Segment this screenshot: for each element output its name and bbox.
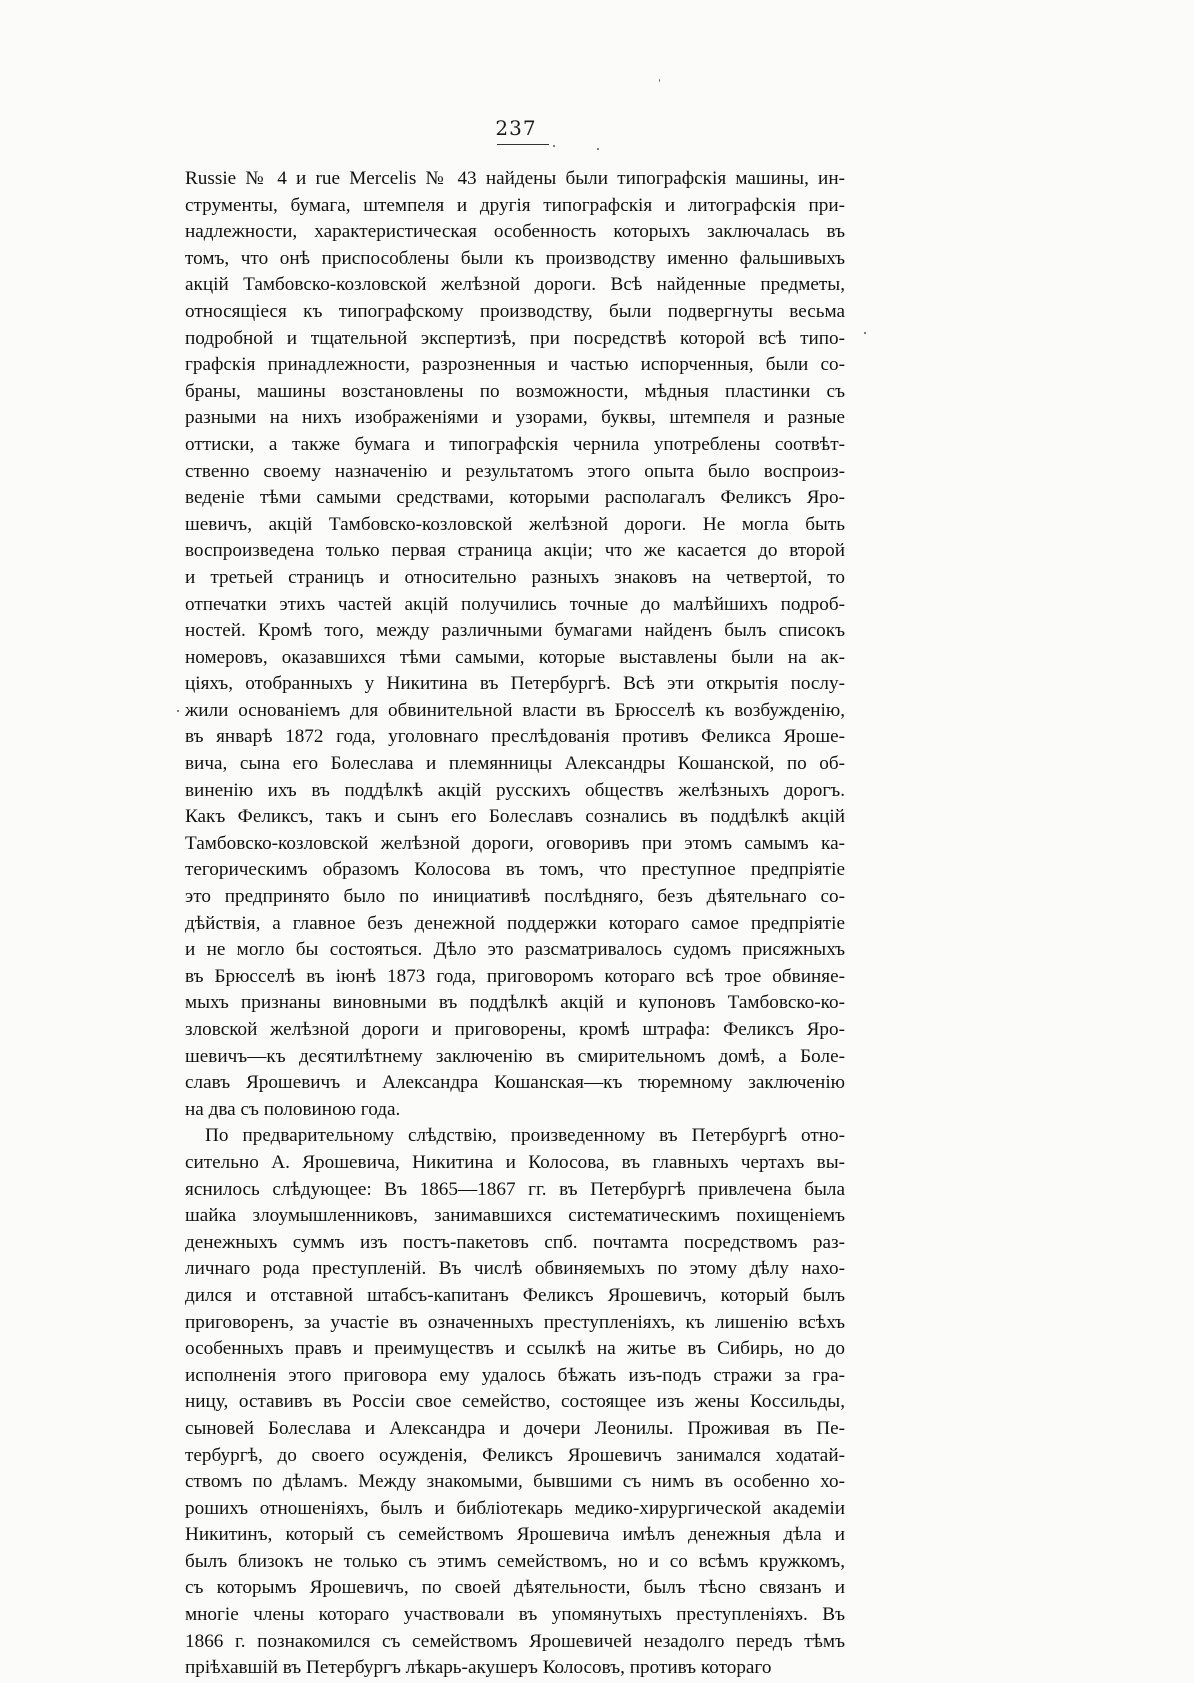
- text-line: ницу, оставивъ въ Россіи свое семейство, состоящее изъ жены Коссильды,: [185, 1391, 845, 1413]
- text-line: въ январѣ 1872 года, уголовнаго преслѣдованія противъ Феликса Ярошe-: [185, 726, 845, 748]
- text-line: сительно А. Ярошевича, Никитина и Колосова, въ главныхъ чертахъ вы-: [185, 1151, 845, 1173]
- text-line: многіе члены котораго участвовали въ упомянутыхъ преступленіяхъ. Въ: [185, 1604, 845, 1626]
- text-line: браны, машины возстановлены по возможности, мѣдныя пластинки съ: [185, 380, 845, 402]
- text-line: шевичъ—къ десятилѣтнему заключенію въ смирительномъ домѣ, а Боле-: [185, 1045, 845, 1067]
- text-line: Никитинъ, который съ семействомъ Ярошевича имѣлъ денежныя дѣла и: [185, 1524, 845, 1546]
- text-line: и не могло бы состояться. Дѣло это разсматривалось судомъ присяжныхъ: [185, 939, 845, 961]
- body-text: [185, 166, 845, 1682]
- text-line: ственно своему назначенію и результатомъ этого опыта было воспроиз-: [185, 460, 845, 482]
- text-line: яснилось слѣдующее: Въ 1865—1867 гг. въ Петербургѣ привлечена была: [185, 1178, 845, 1200]
- text-line: Какъ Феликсъ, такъ и сынъ его Болеславъ сознались въ поддѣлкѣ акцій: [185, 806, 845, 828]
- text-line: и третьей страницъ и относительно разныхъ знаковъ на четвертой, то: [185, 566, 845, 588]
- scan-speck: [177, 710, 179, 712]
- text-line: славъ Ярошевичъ и Александра Кошанская—къ тюремному заключенію: [185, 1072, 845, 1094]
- text-line: ностей. Кромѣ того, между различными бумагами найденъ былъ списокъ: [185, 620, 845, 642]
- text-line: пріѣхавшій въ Петербургъ лѣкарь-акушеръ Колосовъ, противъ котораго: [185, 1657, 772, 1679]
- text-line: зловской желѣзной дороги и приговорены, кромѣ штрафа: Феликсъ Яро-: [185, 1019, 845, 1040]
- text-line: приговоренъ, за участіе въ означенныхъ преступленіяхъ, къ лишенію всѣхъ: [185, 1311, 845, 1333]
- text-line: въ Брюсселѣ въ іюнѣ 1873 года, приговоромъ котораго всѣ трое обвиняе-: [185, 965, 845, 987]
- text-line: вича, сына его Болеслава и племянницы Александры Кошанской, по об-: [185, 753, 845, 775]
- text-line: разными на нихъ изображеніями и узорами, буквы, штемпеля и разные: [185, 407, 845, 429]
- text-line: исполненія этого приговора ему удалось бѣжать изъ-подъ стражи за гра-: [185, 1364, 845, 1386]
- text-line: относящіеся къ типографскому производству, были подвергнуты весьма: [185, 300, 845, 322]
- text-line: подробной и тщательной экспертизѣ, при посредствѣ которой всѣ типо-: [185, 327, 845, 349]
- text-line: акцій Тамбовско-козловской желѣзной дороги. Всѣ найденные предметы,: [185, 274, 845, 296]
- text-line: отпечатки этихъ частей акцій получились точные до малѣйшихъ подроб-: [185, 593, 845, 615]
- text-line: 1866 г. познакомился съ семействомъ Ярошевичей незадолго передъ тѣмъ: [185, 1630, 845, 1652]
- text-line: денежныхъ суммъ изъ постъ-пакетовъ спб. почтамта посредствомъ раз-: [185, 1231, 845, 1253]
- scan-speck: [553, 145, 555, 147]
- text-line: Тамбовско-козловской желѣзной дороги, оговоривъ при этомъ самымъ ка-: [185, 832, 845, 854]
- text-line: Russie № 4 и rue Mercelis № 43 найдены были типографскія машины, ин-: [185, 168, 845, 189]
- text-line: сыновей Болеслава и Александра и дочери Леонилы. Проживая въ Пе-: [185, 1417, 845, 1439]
- text-line: струменты, бумага, штемпеля и другія типографскія и литографскія при-: [185, 194, 845, 216]
- text-line: ствомъ по дѣламъ. Между знакомыми, бывшими съ нимъ въ особенно хо-: [185, 1471, 845, 1493]
- text-line: номеровъ, оказавшихся тѣми самыми, которые выставлены были на ак-: [185, 646, 845, 668]
- text-line: графскія принадлежности, разрозненныя и частью испорченныя, были со-: [185, 354, 845, 376]
- text-line: рошихъ отношеніяхъ, былъ и библіотекарь медико-хирургической академіи: [185, 1497, 845, 1519]
- text-line: былъ близокъ не только съ этимъ семействомъ, но и со всѣмъ кружкомъ,: [185, 1550, 845, 1572]
- text-line: мыхъ признаны виновными въ поддѣлкѣ акцій и купоновъ Тамбовско-ко-: [185, 992, 845, 1014]
- text-line: дился и отставной штабсъ-капитанъ Феликсъ Ярошевичъ, который былъ: [185, 1284, 845, 1306]
- text-line: оттиски, а также бумага и типографскія чернила употреблены соотвѣт-: [185, 433, 845, 455]
- text-line: воспроизведена только первая страница акціи; что же касается до второй: [185, 540, 845, 562]
- text-line: веденіе тѣми самыми средствами, которыми располагалъ Феликсъ Яро-: [185, 487, 845, 509]
- header-rule: [497, 144, 549, 145]
- text-line: на два съ половиною года.: [185, 1098, 401, 1120]
- text-line: съ которымъ Ярошевичъ, по своей дѣятельности, былъ тѣсно связанъ и: [185, 1577, 845, 1599]
- text-line: ціяхъ, отобранныхъ у Никитина въ Петербургѣ. Всѣ эти открытія послу-: [185, 673, 845, 695]
- text-line: шевичъ, акцій Тамбовско-козловской желѣзной дороги. Не могла быть: [185, 513, 845, 535]
- scan-speck: [597, 148, 599, 150]
- text-line: шайка злоумышленниковъ, занимавшихся систематическимъ похищеніемъ: [185, 1205, 845, 1227]
- paragraph: [185, 1123, 845, 1681]
- text-line: жили основаніемъ для обвинительной власти въ Брюсселѣ къ возбужденію,: [185, 699, 845, 721]
- text-line: особенныхъ правъ и преимуществъ и ссылкѣ на житье въ Сибирь, но до: [185, 1338, 845, 1360]
- text-line: личнаго рода преступленій. Въ числѣ обвиняемыхъ по этому дѣлу нахо-: [185, 1258, 845, 1280]
- text-line: томъ, что онѣ приспособлены были къ производству именно фальшивыхъ: [185, 247, 845, 269]
- scan-speck: [864, 332, 866, 334]
- text-line: это предпринято было по инициативѣ послѣдняго, безъ дѣятельнаго со-: [185, 886, 845, 908]
- text-line: дѣйствія, а главное безъ денежной поддержки котораго самое предпріятіе: [185, 912, 845, 934]
- page-number: 237: [495, 116, 537, 140]
- text-line: тербургѣ, до своего осужденія, Феликсъ Ярошевичъ занимался ходатай-: [185, 1444, 845, 1466]
- paragraph: [185, 166, 845, 1123]
- text-line: тегорическимъ образомъ Колосова въ томъ, что преступное предпріятіе: [185, 859, 845, 881]
- text-line: виненію ихъ въ поддѣлкѣ акцій русскихъ обществъ желѣзныхъ дорогъ.: [185, 779, 845, 801]
- scan-speck: [659, 79, 660, 82]
- text-line: По предварительному слѣдствію, произведенному въ Петербургѣ отно-: [205, 1125, 845, 1147]
- text-line: надлежности, характеристическая особенность которыхъ заключалась въ: [185, 221, 845, 243]
